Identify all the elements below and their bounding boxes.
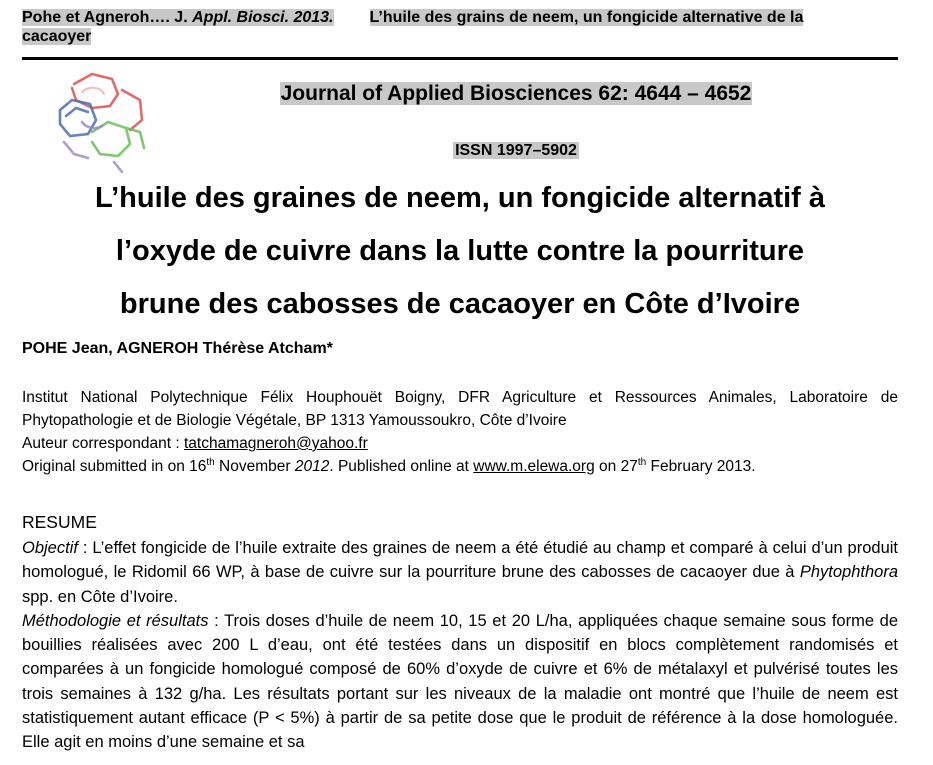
affiliation: Institut National Polytechnique Félix Houphouët Boigny, DFR Agriculture et Ressources Animales, Laboratoire de Phytopathologie et de Biologie Végétale, BP 1313 Yamoussoukro, Côte d’Ivoire bbox=[22, 389, 898, 429]
abstract-heading: RESUME bbox=[22, 512, 97, 532]
methode-label: Méthodologie et résultats bbox=[22, 611, 209, 630]
title-line-2: l’oxyde de cuivre dans la lutte contre la pourriture bbox=[115, 235, 805, 267]
affiliation-block bbox=[22, 386, 898, 478]
issn: ISSN 1997–5902 bbox=[455, 142, 577, 159]
running-head-authors: Pohe et Agneroh…. J. Appl. Biosci. 2013. bbox=[22, 9, 334, 26]
objectif-label: Objectif bbox=[22, 539, 78, 557]
journal-line: Journal of Applied Biosciences 62: 4644 – 4652 bbox=[280, 82, 752, 105]
abstract-methode: Méthodologie et résultats : Trois doses d’huile de neem 10, 15 et 20 L/ha, appliquées chaque semaine sous forme de bouillies réalisées avec 200 L d’eau, ont été testées dans un dispositif en blocs complètement randomisés et comparées à un fongicide homologué composé de 60% d’oxyde de cuivre et 6% de métalaxyl et pulvérisé toutes les trois semaines à 132 g/ha. Les résultats portant sur les niveaux de la maladie ont montré que l’huile de neem est statistiquement autant efficace (P < 5%) à partir de sa petite dose que le produit de référence à la dose homologuée. Elle agit en moins d’une semaine et sa bbox=[22, 611, 898, 752]
paper-title bbox=[22, 172, 898, 331]
abstract-body bbox=[22, 536, 898, 755]
correspondence-label: Auteur correspondant : bbox=[22, 435, 184, 452]
title-line-1: L’huile des graines de neem, un fongicide alternatif à bbox=[95, 182, 825, 214]
email-link[interactable]: tatchamagneroh@yahoo.fr bbox=[184, 435, 368, 452]
submission-info: Original submitted in on 16th November 2012. Published online at www.m.elewa.org on 27th February 2013. bbox=[22, 456, 756, 475]
abstract-objectif: Objectif : L’effet fongicide de l’huile extraite des graines de neem a été étudié au champ et comparé à celui d’un produit homologué, le Ridomil 66 WP, à base de cuivre sur la pourriture brune des cabosses de cacaoyer due à Phytophthora spp. en Côte d’Ivoire. bbox=[22, 539, 898, 606]
website-link[interactable]: www.m.elewa.org bbox=[473, 458, 595, 475]
header-rule bbox=[22, 57, 898, 60]
running-head bbox=[22, 8, 852, 46]
correspondence bbox=[22, 432, 898, 455]
title-line-3: brune des cabosses de cacaoyer en Côte d’Ivoire bbox=[119, 288, 801, 320]
running-head-title: L’huile des grains de neem, un fongicide alternative de la cacaoyer bbox=[22, 9, 804, 45]
authors: POHE Jean, AGNEROH Thérèse Atcham* bbox=[22, 340, 333, 357]
